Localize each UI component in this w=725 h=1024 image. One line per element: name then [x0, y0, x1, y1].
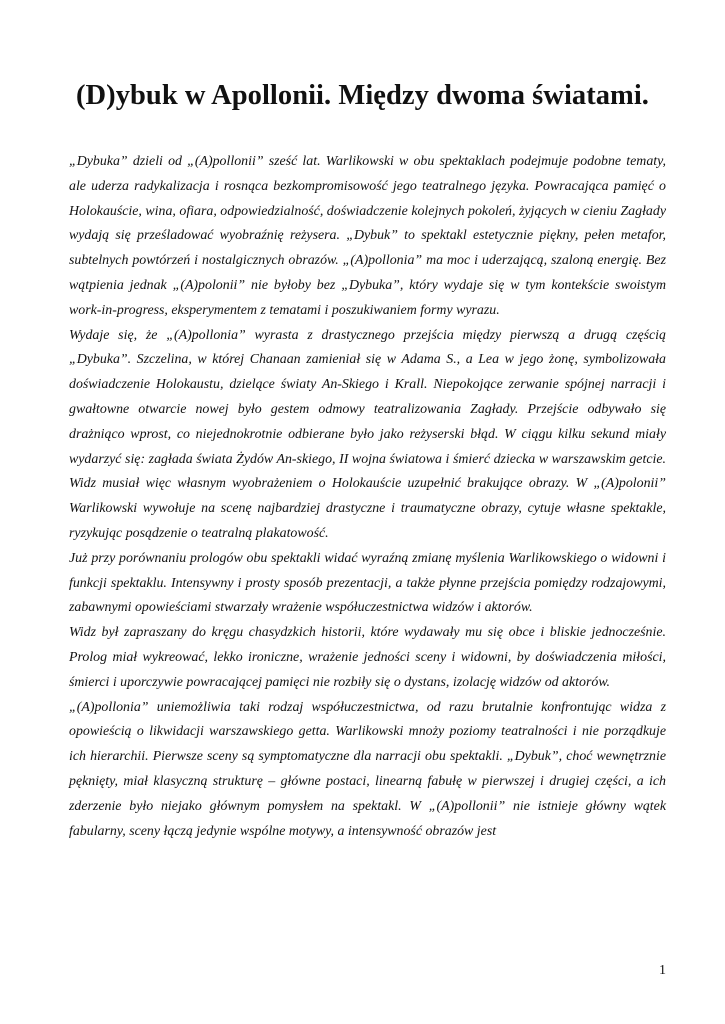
paragraph: Widz był zapraszany do kręgu chasydzkich historii, które wydawały mu się obce i bliskie jednocześnie. Prolog miał wykreować, lekko ironiczne, wrażenie jedności sceny i widowni, by doświadczenia miłości, śmierci i uporczywie powracającej pamięci nie rozbiły się o dystans, izolację widzów od aktorów.	[69, 625, 666, 690]
document-title: (D)ybuk w Apollonii. Między dwoma światami.	[76, 80, 649, 111]
paragraph: „(A)pollonia” uniemożliwia taki rodzaj współuczestnictwa, od razu brutalnie konfrontując widza z opowieścią o likwidacji warszawskiego getta. Warlikowski mnoży poziomy teatralności i nie porządkuje ich hierarchii. Pierwsze sceny są symptomatyczne dla narracji obu spektakli. „Dybuk”, choć wewnętrznie pęknięty, miał klasyczną strukturę – główne postaci, linearną fabułę w pierwszej i drugiej części, a ich zderzenie było niejako głównym pomysłem na spektakl. W „(A)pollonii” nie istnieje główny wątek fabularny, sceny łączą jedynie wspólne motywy, a intensywność obrazów jest	[69, 699, 666, 839]
paragraph: Już przy porównaniu prologów obu spektakli widać wyraźną zmianę myślenia Warlikowskiego o widowni i funkcji spektaklu. Intensywny i prosty sposób prezentacji, a także płynne przejścia pomiędzy rodzajowymi, zabawnymi opowieściami stwarzały wrażenie współuczestnictwa widzów i aktorów.	[69, 550, 666, 616]
document-body	[69, 150, 666, 844]
paragraph: „Dybuka” dzieli od „(A)pollonii” sześć lat. Warlikowski w obu spektaklach podejmuje podobne tematy, ale uderza radykalizacja i rosnąca bezkompromisowość jego teatralnego języka. Powracająca pamięć o Holokauście, wina, ofiara, odpowiedzialność, doświadczenie kolejnych pokoleń, żyjących w cieniu Zagłady wydają się prześladować wyobraźnię reżysera. „Dybuk” to spektakl estetycznie piękny, pełen metafor, subtelnych powtórzeń i nostalgicznych obrazów. „(A)pollonia” ma moc i uderzającą, szaloną energię. Bez wątpienia jednak „(A)polonii” nie byłoby bez „Dybuka”, który wydaje się w tym kontekście swoistym work-in-progress, eksperymentem z tematami i poszukiwaniem formy wyrazu.	[69, 154, 666, 318]
paragraph: Wydaje się, że „(A)pollonia” wyrasta z drastycznego przejścia między pierwszą a drugą częścią „Dybuka”. Szczelina, w której Chanaan zamieniał się w Adama S., a Lea w jego żonę, symbolizowała doświadczenie Holokaustu, dzielące światy An-Skiego i Krall. Niepokojące zerwanie spójnej narracji i gwałtowne otwarcie nowej było gestem odmowy teatralizowania Zagłady. Przejście odbywało się drażniąco wprost, co niejednokrotnie odbierane było jako reżyserski błąd. W ciągu kilku sekund miały wydarzyć się: zagłada świata Żydów An-skiego, II wojna światowa i śmierć dziecka w warszawskim getcie. Widz musiał więc własnym wyobrażeniem o Holokauście uzupełnić brakujące obrazy. W „(A)polonii” Warlikowski wywołuje na scenę najbardziej drastyczne i traumatyczne obrazy, cytuje własne spektakle, ryzykując posądzenie o teatralną plakatowość.	[69, 327, 666, 541]
page-number: 1	[659, 963, 666, 978]
